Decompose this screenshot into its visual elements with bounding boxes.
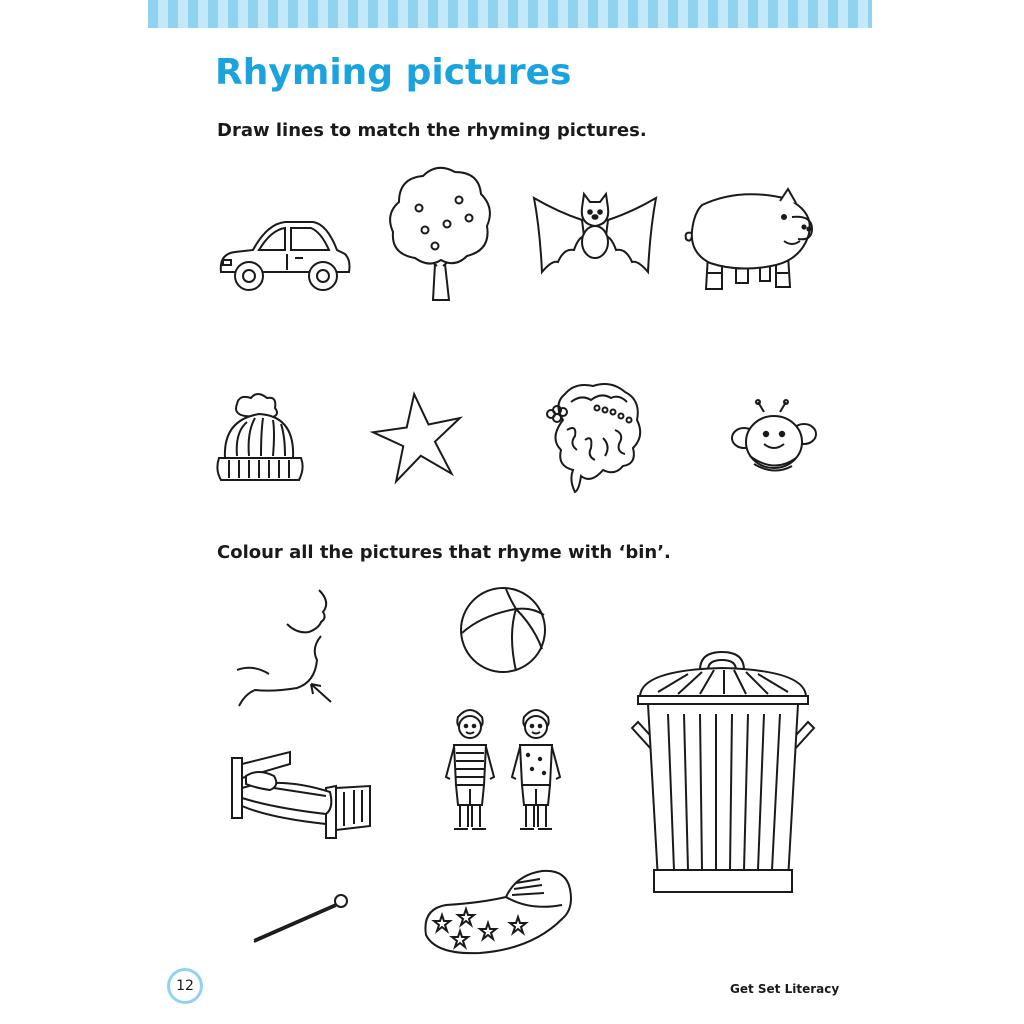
star-icon (372, 390, 464, 482)
page-number: 12 (170, 971, 200, 1001)
series-name: Get Set Literacy (730, 982, 840, 996)
chin-icon (235, 590, 340, 710)
car-icon (215, 210, 355, 295)
pig-icon (680, 185, 820, 295)
bed-icon (230, 748, 375, 840)
page-title: Rhyming pictures (215, 52, 572, 93)
hair-icon (545, 380, 645, 492)
top-stripe-band (148, 0, 872, 28)
bat-icon (530, 190, 660, 275)
pin-icon (250, 890, 355, 945)
bee-icon (730, 400, 820, 475)
instruction-colour: Colour all the pictures that rhyme with ‘bin’. (217, 542, 671, 563)
shoe-icon (420, 865, 575, 957)
ball-icon (458, 585, 548, 675)
hat-icon (215, 392, 305, 484)
bin-icon (628, 648, 818, 898)
twins-icon (440, 705, 570, 837)
instruction-match: Draw lines to match the rhyming pictures. (217, 120, 647, 141)
tree-icon (385, 162, 495, 302)
page-number-badge (167, 968, 203, 1004)
